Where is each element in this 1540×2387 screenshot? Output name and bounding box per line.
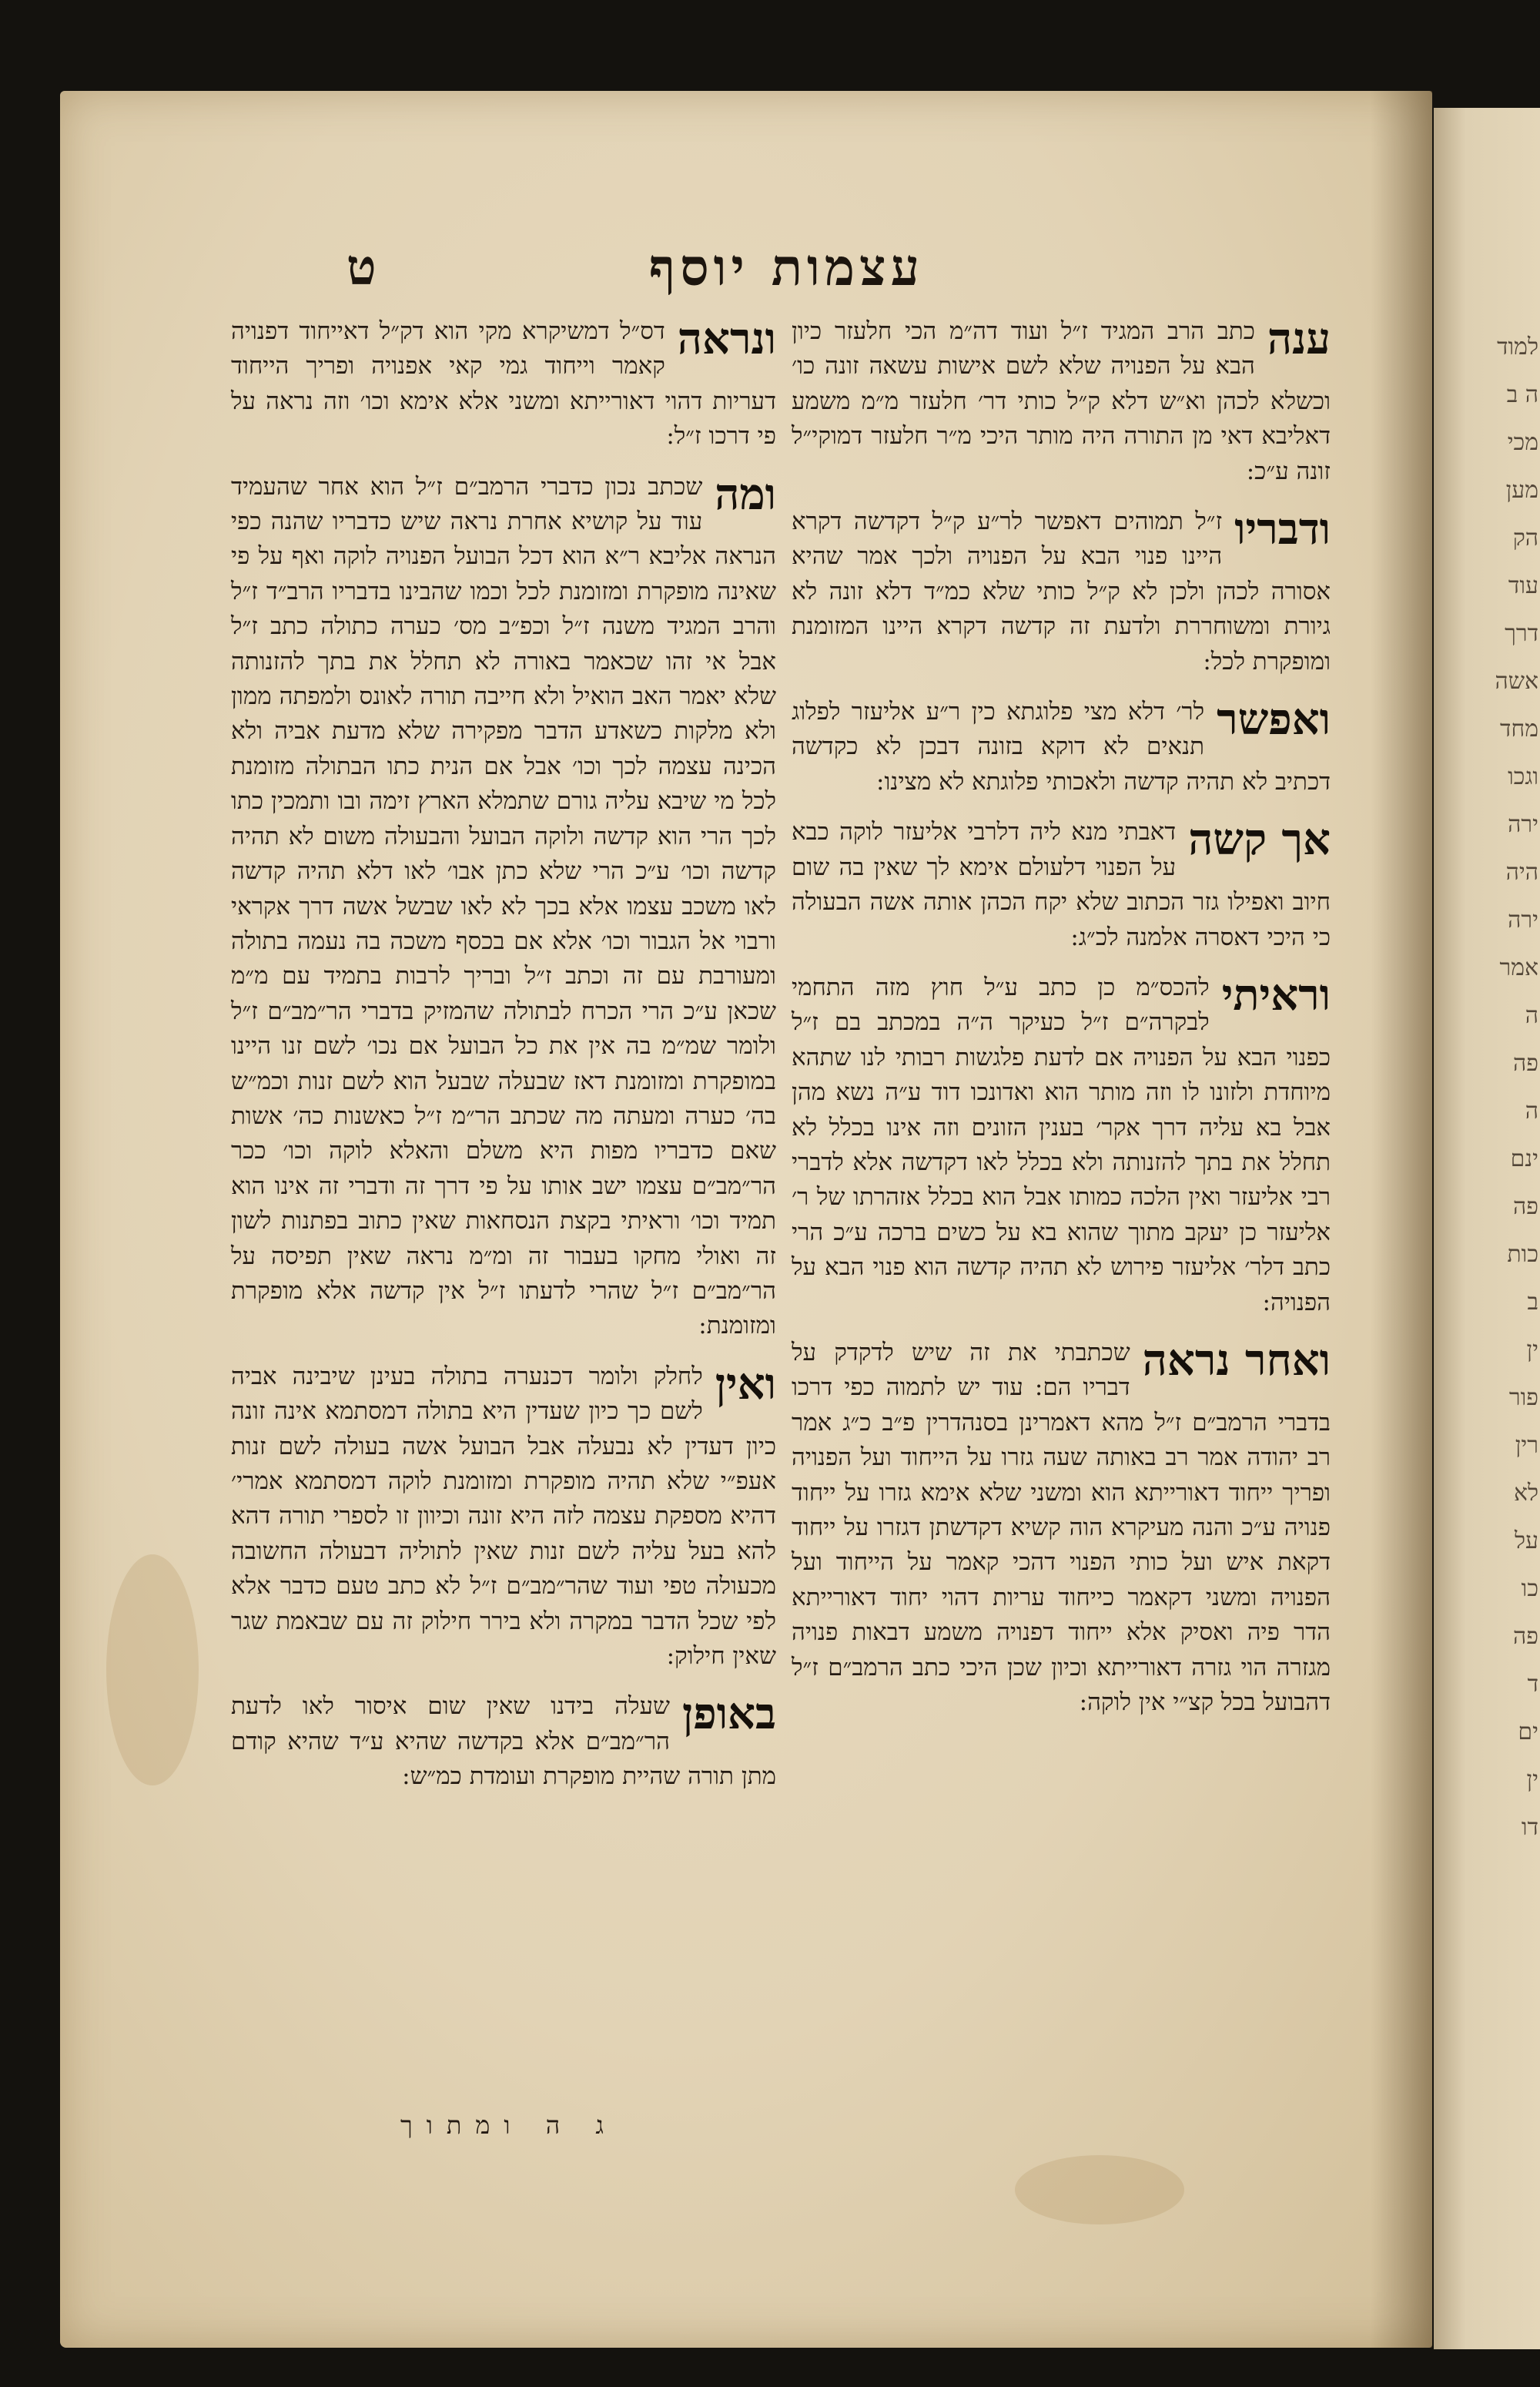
next-page-fragment: ין: [1526, 1336, 1538, 1363]
next-page-fragment: דרך: [1505, 620, 1538, 647]
catchword: ג ה ומתוך: [400, 2110, 618, 2140]
next-page-fragment: דו: [1521, 1814, 1538, 1841]
next-page-fragment: ינם: [1510, 1145, 1538, 1172]
entry-heading: ואין: [715, 1358, 776, 1410]
next-page-fragment: כות: [1507, 1241, 1538, 1268]
entry-text: שכתב נכון כדברי הרמב״ם ז״ל הוא אחר שהעמיד עוד על קושיא אחרת נראה שיש כדבריו שהנה כפי הנראה אליבא ר״א הוא דכל הבועל הפנויה לוקה ואף על פי שאינה מופקרת ומזומנת לכל וכמו שהבינו בדבריו הרב״ד ז״ל והרב המגיד משנה ז״ל וכפ״ב מס׳ כערה כתולה כתב ז״ל אבל אי זהו שכאמר באורה לא תחלל את בתך להזנותה שלא יאמר האב הואיל ולא חייבה תורה לאונס ולמפתה ממון ולא מלקות כשאדע הדבר מפקירה שלא מדעת אביה ולא הכינה עצמה לכך וכו׳ אבל אם הנית כתו הבתולה מזומנת לכל מי שיבא עליה גורם שתמלא הארץ זימה ובו ותמכין כתו לכך הרי הוא קדשה ולוקה הבועל והבעולה משום לא תהיה קדשה וכו׳ ע״כ הרי שלא כתן אבו׳ לאו דלא תהיה קדשה לאו משכב עצמו אלא בכך לא לאו שבשל אשה דרך אקראי ורבוי אל הגבור וכו׳ אלא אם בכסף משכה בה נעמה בתולה ומעורבת עם זה וכתב ז״ל ובריך לרבות בתמיד עם מ״מ שכאן ע״כ הרי הכרח לבתולה שהמזיק בדברי הר״מב״ם ז״ל ולומר שמ״מ בה אין את כל הבועל אם נכו׳ לשם זנו היינו במופקרת ומזומנת דאז שבעלה שבעל הוא לשם זנות וכמ״ש בה׳ כערה ומעתה מה שכתב הר״מ ז״ל כאשנות כה׳ אשות שאם כדבריו מפות היא משלם והאלא לוקה וכו׳ ככר הר״מב״ם עצמו ישב אותו על פי דרך זה ודברי זה אינו הוא תמיד וכו׳ וראיתי בקצת הנסחאות שאין כתוב בפתנות לשון זה ואולי מחקו בעבור זה ומ״מ נראה שאין תפיסה על הר״מב״ם ז״ל שהרי לדעתו ז״ל אין קדשה אלא מופקרת ומזומנת:: [231, 472, 776, 1340]
next-page-fragment: מען: [1505, 477, 1538, 504]
entry-text: שעלה בידנו שאין שום איסור לאו לדעת הר״מב״ם אלא בקדשה שהיא ע״ד שהיא קודם מתן תורה שהיית מופקרת ועומדת כמ״ש:: [231, 1692, 776, 1791]
next-page-fragment: פה: [1513, 1050, 1538, 1077]
entry-heading: באופן: [681, 1688, 776, 1740]
next-page-fragment: פור: [1508, 1384, 1538, 1411]
entry-heading: ואפשר: [1217, 694, 1331, 746]
next-page-fragment: על: [1514, 1527, 1538, 1554]
commentary-entry: [792, 314, 1331, 489]
next-page-fragment: עוד: [1508, 572, 1538, 599]
entry-heading: ואחר נראה: [1142, 1334, 1331, 1386]
next-page-fragment: ה ב: [1506, 381, 1538, 408]
entry-text: דאבתי מנא ליה דלרבי אליעזר לוקה כבא על הפנוי דלעולם אימא לך שאין בה שום חיוב ואפילו גזר הכתוב שלא יקח הכהן אותה אשה הבעולה כי היכי דאסרה אלמנה לכ״ג:: [792, 818, 1331, 951]
entry-heading: וראיתי: [1221, 969, 1331, 1021]
next-page-fragment: מכי: [1507, 429, 1538, 456]
commentary-entry: [792, 1336, 1331, 1720]
commentary-entry: [231, 1359, 776, 1675]
next-page-fragment: לא: [1513, 1480, 1538, 1507]
next-page-fragment: ה: [1525, 1098, 1538, 1125]
next-page-fragment: ירה: [1508, 907, 1538, 934]
next-page-fragment: למוד: [1497, 334, 1538, 360]
commentary-entry: [231, 1689, 776, 1794]
paper-stain: [1015, 2155, 1184, 2224]
commentary-entry: [792, 815, 1331, 955]
next-page-fragment: וגכו: [1508, 763, 1538, 790]
running-title: עצמות יוסף: [648, 237, 924, 297]
next-page-fragment: ין: [1526, 1766, 1538, 1793]
folio-number: ט: [346, 239, 377, 297]
entry-heading: אך קשה: [1188, 814, 1331, 866]
entry-text: לר׳ דלא מצי פלוגתא כין ר״ע אליעזר לפלוג תנאים לא דוקא בזונה דבכן לא כקדשה דכתיב לא תהיה קדשה ולאכותי פלוגתא לא מצינו:: [792, 698, 1331, 796]
next-page-fragment: היה: [1505, 859, 1538, 886]
commentary-entry: [792, 505, 1331, 679]
entry-text: שכתבתי את זה שיש לדקדק על דבריו הם: עוד יש לתמוה כפי דרכו בדברי הרמב״ם ז״ל מהא דאמרינן בסנהדרין פ״ב כ״ג אמר רב יהודה אמר רב באותה שעה גזרו על הייחוד ועל הפנויה ופריך ייחוד דאורייתא הוא ומשני שלא אימא גזרו על ייחוד פנויה ע״כ והנה מעיקרא הוה קשיא דקדשתן דגזרו על ייחוד דקאת איש ועל כותי הפנוי דהכי קאמר על הייחוד ועל הפנויה ומשני דקאמר כייחוד עריות דהוי יחוד דאורייתא הדר פיה ואסיק אלא ייחוד דפנויה משמע דבאות פנויה מגזרה הוי גזרה דאורייתא וכיון שכן היכי כתב הרמב״ם ז״ל דהבועל בכל קצ״י אין לוקה:: [792, 1338, 1331, 1717]
entry-heading: ונראה: [677, 313, 776, 364]
commentary-entry: [792, 695, 1331, 800]
next-page-text: [1454, 324, 1538, 2249]
commentary-entry: [231, 314, 776, 454]
next-page-fragment: מחד: [1500, 716, 1538, 743]
right-column: [792, 314, 1331, 1735]
next-page-fragment: כו: [1521, 1575, 1538, 1602]
next-page-fragment: אשה: [1495, 668, 1538, 695]
paper-stain: [106, 1554, 199, 1785]
entry-heading: ענה: [1267, 313, 1331, 364]
next-page-fragment: ירה: [1508, 811, 1538, 838]
left-column: [231, 314, 776, 1810]
entry-heading: ומה: [715, 468, 776, 520]
entry-heading: ודבריו: [1234, 504, 1331, 555]
entry-text: כתב הרב המגיד ז״ל ועוד דה״מ הכי חלעזר כיון הבא על הפנויה שלא לשם אישות עשאה זונה כו׳ וכשלא לכהן וא״ש דלא ק״ל כותי דר׳ חלעזר מ״מ משמע דאליבא דאי מן התורה היה מותר היכי מ״ר חלעזר דמוקי״ל זונה ע״כ:: [792, 317, 1331, 485]
next-page-fragment: ד: [1527, 1671, 1538, 1698]
next-page-fragment: רין: [1515, 1432, 1538, 1459]
next-page-fragment: ים: [1518, 1718, 1538, 1745]
commentary-entry: [792, 971, 1331, 1320]
next-page-fragment: הק: [1512, 525, 1538, 551]
next-page-fragment: ה: [1525, 1002, 1538, 1029]
next-page-fragment: פה: [1513, 1193, 1538, 1220]
next-page-fragment: ב: [1527, 1289, 1538, 1316]
entry-text: לחלק ולומר דכנערה בתולה בעינן שיבינה אביה לשם כך כיון שעדין היא בתולה דמסתמא אינה זונה כיון דעדין לא נבעלה אבל הבועל אשה בעולה לשם זנות אעפ״י שלא תהיה מופקרת ומזומנת לוקה דמסתמא אמרי׳ דהיא מספקת עצמה לזה היא זונה וכיוון זו לספרי תורה דהא להא בעל עליה לשם זנות שאין לתוליה דבעולה החשובה מכעולה טפי ועוד שהר״מב״ם ז״ל לא כתב טעם כדבר אלא לפי שכל הדבר במקרה ולא בירר חילוק זה עם שבאמת שגר שאין חילוק:: [231, 1362, 776, 1671]
entry-text: להכס״מ כן כתב ע״ל חוץ מזה התחמי לבקרה״ם ז״ל כעיקר ה״ה במכתב בם ז״ל כפנוי הבא על הפנויה אם לדעת פלגשות רבותי לנו שתהא מיוחדת ולזונו לו וזה מותר הוא ואדונכו דוד ע״ה נשא מהן אבל בא עליה דרך אקר׳ בענין הזונים וזה אינו בכלל לא תחלל את בתך להזנותה ולא בכלל לאו דקדשה אלא לדברי רבי אליעזר ואין הלכה כמותו אבל הוא בכלל אזהרתו של ר׳ אליעזר כן יעקב מתוך שהוא בא על כשים ברכה ע״כ הרי כתב דלר׳ אליעזר פירוש לא תהיה קדשה הוא פנוי הבא על הפנויה:: [792, 973, 1331, 1316]
entry-text: ז״ל תמוהים דאפשר לר״ע ק״ל דקדשה דקרא היינו פנוי הבא על הפנויה ולכך אמר שהיא אסורה לכהן ולכן לא ק״ל כותי שלא כמ״ד דלא זונה לא גיורת ומשוחררת ולדעת זה קדשה דקרא היינו המזומנת ומופקרת לכל:: [792, 508, 1331, 676]
commentary-entry: [231, 470, 776, 1344]
next-page-fragment: אמר: [1499, 954, 1538, 981]
next-page-fragment: פה: [1513, 1623, 1538, 1650]
entry-text: דס״ל דמשיקרא מקי הוא דק״ל דאייחוד דפנויה קאמר וייחוד גמי קאי אפנויה ופריך הייחוד דעריות דהוי דאורייתא ומשני אלא אימא וכו׳ וזה נראה על פי דרכו ז״ל:: [231, 317, 776, 451]
running-header: [208, 231, 1340, 300]
